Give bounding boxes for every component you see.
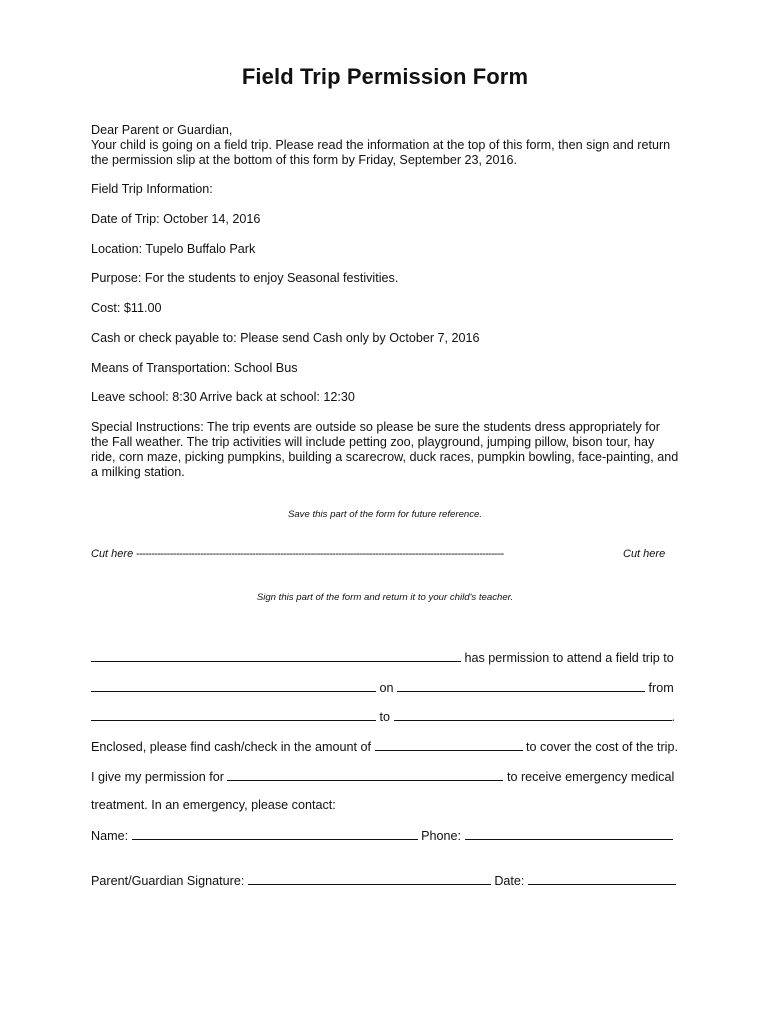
payable: Cash or check payable to: Please send Cash only by October 7, 2016 <box>91 331 480 345</box>
start-time-field[interactable] <box>91 708 376 721</box>
destination-field[interactable] <box>91 679 376 692</box>
cut-line: ------------------------------------------------------------------------------------------------------------------------ <box>136 548 504 560</box>
emergency-child-field[interactable] <box>227 768 503 781</box>
date-label: Date: <box>494 874 525 888</box>
signature-date-field[interactable] <box>528 872 676 885</box>
give-permission-label: I give my permission for <box>91 770 224 784</box>
sign-note: Sign this part of the form and return it to your child's teacher. <box>256 592 514 603</box>
greeting: Dear Parent or Guardian, <box>91 123 233 137</box>
enclosed-suffix: to cover the cost of the trip. <box>526 740 678 754</box>
slip-row-destination <box>91 679 674 696</box>
slip-row-contact <box>91 827 673 844</box>
slip-row-emergency <box>91 768 674 785</box>
special-line-1: Special Instructions: The trip events are outside so please be sure the students dress appropriately for <box>91 420 660 434</box>
transport: Means of Transportation: School Bus <box>91 361 298 375</box>
page-title: Field Trip Permission Form <box>241 64 529 89</box>
special-line-4: a milking station. <box>91 465 185 479</box>
special-line-3: ride, corn maze, picking pumpkins, building a scarecrow, duck races, pumpkin bowling, face-painting, and <box>91 450 679 464</box>
period: . <box>671 710 676 724</box>
purpose: Purpose: For the students to enjoy Seasonal festivities. <box>91 271 399 285</box>
special-line-2: the Fall weather. The trip activities will include petting zoo, playground, jumping pillow, bison tour, hay <box>91 435 655 449</box>
slip-row-signature <box>91 872 676 889</box>
amount-field[interactable] <box>375 738 523 751</box>
save-note: Save this part of the form for future reference. <box>287 509 483 520</box>
times: Leave school: 8:30 Arrive back at school: 12:30 <box>91 390 355 404</box>
from-label: from <box>648 681 674 695</box>
on-label: on <box>379 681 394 695</box>
signature-label: Parent/Guardian Signature: <box>91 874 245 888</box>
cut-here-right: Cut here <box>623 548 666 560</box>
phone-label: Phone: <box>421 829 462 843</box>
name-label: Name: <box>91 829 129 843</box>
end-time-field[interactable] <box>394 708 672 721</box>
cost: Cost: $11.00 <box>91 301 162 315</box>
give-permission-suffix: to receive emergency medical <box>506 770 675 784</box>
slip-row-times <box>91 708 675 725</box>
cut-here-left: Cut here <box>91 548 134 560</box>
info-header: Field Trip Information: <box>91 182 213 196</box>
trip-date-field[interactable] <box>397 679 645 692</box>
permission-text: has permission to attend a field trip to <box>464 651 674 665</box>
child-name-field[interactable] <box>91 649 461 662</box>
enclosed-label: Enclosed, please find cash/check in the amount of <box>91 740 372 754</box>
contact-name-field[interactable] <box>132 827 418 840</box>
slip-row-amount <box>91 738 678 755</box>
treatment-line: treatment. In an emergency, please contact: <box>91 798 336 812</box>
slip-row-child <box>91 649 674 666</box>
date-of-trip: Date of Trip: October 14, 2016 <box>91 212 261 226</box>
intro-line-2: the permission slip at the bottom of this form by Friday, September 23, 2016. <box>91 153 518 167</box>
to-label: to <box>379 710 391 724</box>
signature-field[interactable] <box>248 872 491 885</box>
location: Location: Tupelo Buffalo Park <box>91 242 256 256</box>
phone-field[interactable] <box>465 827 673 840</box>
intro-line-1: Your child is going on a field trip. Please read the information at the top of this form, then sign and return <box>91 138 671 152</box>
